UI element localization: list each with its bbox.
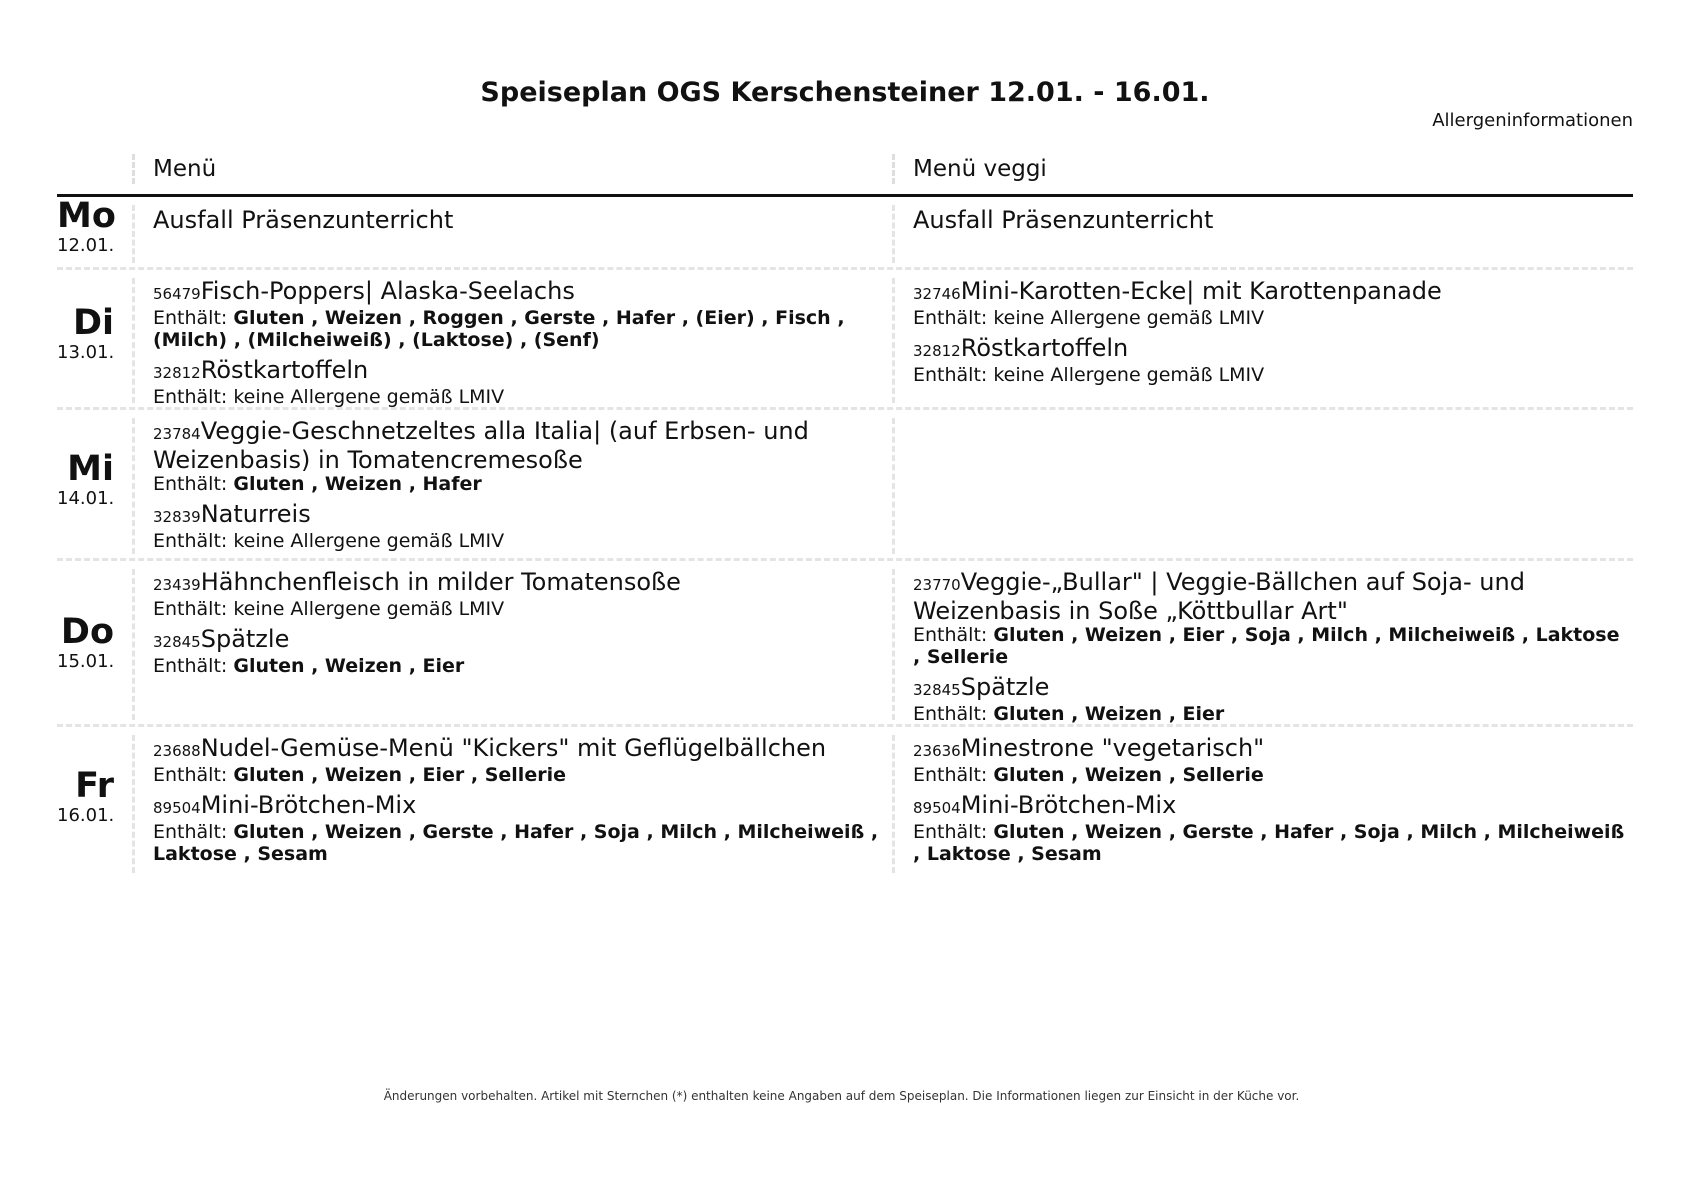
column-header-menu: Menü	[132, 154, 893, 184]
dish-name-line	[913, 735, 1633, 764]
dish-code: 32812	[153, 364, 201, 382]
allergen-list: Gluten , Weizen , Eier	[233, 655, 465, 677]
dish-item	[153, 418, 892, 495]
day-row	[57, 270, 1633, 410]
day-label	[57, 197, 114, 257]
day-abbr: Mi	[67, 449, 114, 489]
allergen-prefix: Enthält:	[913, 764, 988, 786]
day-date: 12.01.	[57, 235, 115, 256]
dish-code: 23636	[913, 742, 961, 760]
dish-code: 23439	[153, 576, 201, 594]
dish-item	[153, 278, 892, 351]
day-date: 15.01.	[57, 651, 115, 672]
menu-veggi-cell	[892, 735, 1633, 873]
day-abbr: Mo	[57, 196, 116, 236]
dish-name-line	[913, 674, 1633, 703]
allergen-list: Gluten , Weizen , Hafer	[233, 473, 482, 495]
allergen-prefix: Enthält:	[153, 386, 228, 408]
menu-cell	[132, 205, 892, 263]
dish-allergens	[153, 307, 892, 351]
dish-name: Hähnchenfleisch in milder Tomatensoße	[200, 568, 681, 596]
dish-code: 32845	[153, 633, 201, 651]
dish-allergens	[913, 624, 1633, 668]
day-row	[57, 727, 1633, 877]
dish-name: Röstkartoffeln	[200, 356, 369, 384]
dish-name-line	[153, 735, 892, 764]
dish-name: Minestrone "vegetarisch"	[960, 734, 1265, 762]
menu-cell	[132, 735, 892, 873]
dish-code: 23784	[153, 425, 201, 443]
dish-allergens	[153, 530, 892, 552]
allergen-list: Gluten , Weizen , Eier , Soja , Milch , Milcheiweiß , Laktose , Sellerie	[913, 624, 1620, 668]
dish-item	[913, 674, 1633, 725]
dish-code: 32839	[153, 508, 201, 526]
dish-name: Spätzle	[960, 673, 1050, 701]
dish-allergens	[913, 364, 1633, 386]
allergen-prefix: Enthält:	[913, 364, 988, 386]
dish-name: Mini-Karotten-Ecke| mit Karottenpanade	[960, 277, 1442, 305]
day-date: 13.01.	[57, 342, 115, 363]
allergen-prefix: Enthält:	[913, 624, 988, 646]
footer-note: Änderungen vorbehalten. Artikel mit Sternchen (*) enthalten keine Angaben auf dem Speiseplan. Die Informationen liegen zur Einsicht in der Küche vor.	[383, 1089, 1300, 1103]
dish-name-line	[913, 569, 1633, 624]
allergen-list: Gluten , Weizen , Sellerie	[993, 764, 1264, 786]
dish-name-line	[153, 792, 892, 821]
cancellation-note: Ausfall Präsenzunterricht	[913, 206, 1214, 234]
dish-name: Veggie-„Bullar" | Veggie-Bällchen auf Soja- und Weizenbasis in Soße „Köttbullar Art"	[913, 568, 1525, 625]
day-label	[57, 767, 114, 827]
dish-name-line	[913, 792, 1633, 821]
dish-code: 23688	[153, 742, 201, 760]
day-abbr: Fr	[75, 766, 114, 806]
allergen-prefix: Enthält:	[153, 473, 228, 495]
dish-allergens	[153, 473, 892, 495]
dish-allergens	[153, 764, 892, 786]
dish-allergens	[913, 764, 1633, 786]
dish-allergens	[913, 821, 1633, 865]
allergen-prefix: Enthält:	[913, 703, 988, 725]
dish-code: 32812	[913, 342, 961, 360]
dish-item	[913, 278, 1633, 329]
menu-veggi-cell	[892, 205, 1633, 263]
allergen-none: keine Allergene gemäß LMIV	[993, 307, 1265, 329]
allergen-prefix: Enthält:	[153, 530, 228, 552]
dish-allergens	[913, 703, 1633, 725]
menu-cell	[132, 418, 892, 554]
dish-item	[153, 735, 892, 786]
dish-name: Mini-Brötchen-Mix	[200, 791, 417, 819]
dish-item	[913, 569, 1633, 668]
day-date: 16.01.	[57, 805, 115, 826]
dish-name-line	[153, 626, 892, 655]
dish-name: Naturreis	[200, 500, 311, 528]
dish-name-line	[153, 569, 892, 598]
allergen-none: keine Allergene gemäß LMIV	[233, 386, 505, 408]
allergen-list: Gluten , Weizen , Eier	[993, 703, 1225, 725]
menu-veggi-cell	[892, 278, 1633, 403]
dish-allergens	[153, 386, 892, 408]
day-row	[57, 410, 1633, 561]
day-row	[57, 197, 1633, 270]
dish-allergens	[153, 821, 892, 865]
dish-name-line	[913, 278, 1633, 307]
allergen-none: keine Allergene gemäß LMIV	[993, 364, 1265, 386]
dish-name-line	[153, 418, 892, 473]
allergen-list: Gluten , Weizen , Gerste , Hafer , Soja , Milch , Milcheiweiß , Laktose , Sesam	[913, 821, 1625, 865]
allergen-prefix: Enthält:	[913, 821, 988, 843]
allergen-prefix: Enthält:	[153, 307, 228, 329]
day-label	[57, 613, 114, 673]
allergen-list: Gluten , Weizen , Eier , Sellerie	[233, 764, 566, 786]
dish-allergens	[153, 655, 892, 677]
allergen-prefix: Enthält:	[153, 598, 228, 620]
dish-name-line	[153, 357, 892, 386]
dish-item	[913, 735, 1633, 786]
page-title: Speiseplan OGS Kerschensteiner 12.01. - 16.01.	[480, 77, 1210, 108]
day-date: 14.01.	[57, 488, 115, 509]
dish-item	[153, 792, 892, 865]
day-row	[57, 561, 1633, 727]
dish-name: Spätzle	[200, 625, 290, 653]
menu-cell	[132, 569, 892, 720]
dish-allergens	[913, 307, 1633, 329]
allergen-prefix: Enthält:	[153, 764, 228, 786]
day-abbr: Do	[60, 612, 114, 652]
dish-item	[153, 501, 892, 552]
dish-code: 89504	[913, 799, 961, 817]
dish-name: Fisch-Poppers| Alaska-Seelachs	[200, 277, 575, 305]
dish-item	[153, 569, 892, 620]
day-label	[57, 450, 114, 510]
day-label	[57, 304, 114, 364]
menu-veggi-cell	[892, 568, 1633, 725]
dish-item	[153, 626, 892, 677]
dish-name: Röstkartoffeln	[960, 334, 1129, 362]
dish-code: 32845	[913, 681, 961, 699]
allergen-list: Gluten , Weizen , Gerste , Hafer , Soja , Milch , Milcheiweiß , Laktose , Sesam	[153, 821, 879, 865]
dish-name-line	[153, 278, 892, 307]
table-header	[57, 148, 1633, 197]
dish-item	[913, 792, 1633, 865]
allergen-prefix: Enthält:	[153, 655, 228, 677]
allergen-prefix: Enthält:	[153, 821, 228, 843]
dish-name: Mini-Brötchen-Mix	[960, 791, 1177, 819]
dish-name: Veggie-Geschnetzeltes alla Italia| (auf Erbsen- und Weizenbasis) in Tomatencremesoße	[153, 417, 809, 474]
menu-veggi-cell	[892, 418, 1633, 554]
dish-code: 56479	[153, 285, 201, 303]
dish-item	[153, 357, 892, 408]
dish-name-line	[153, 501, 892, 530]
column-header-veggi: Menü veggi	[892, 154, 1633, 184]
allergen-none: keine Allergene gemäß LMIV	[233, 598, 505, 620]
allergen-prefix: Enthält:	[913, 307, 988, 329]
cancellation-note: Ausfall Präsenzunterricht	[153, 206, 454, 234]
dish-name-line	[913, 335, 1633, 364]
allergen-info-link[interactable]: Allergeninformationen	[1432, 110, 1633, 131]
dish-code: 23770	[913, 576, 961, 594]
allergen-none: keine Allergene gemäß LMIV	[233, 530, 505, 552]
dish-code: 32746	[913, 285, 961, 303]
dish-allergens	[153, 598, 892, 620]
day-abbr: Di	[72, 303, 114, 343]
allergen-list: Gluten , Weizen , Roggen , Gerste , Hafer , (Eier) , Fisch , (Milch) , (Milcheiweiß) , (Laktose) , (Senf)	[153, 307, 845, 351]
dish-code: 89504	[153, 799, 201, 817]
dish-name: Nudel-Gemüse-Menü "Kickers" mit Geflügelbällchen	[200, 734, 827, 762]
menu-cell	[132, 277, 892, 408]
dish-item	[913, 335, 1633, 386]
